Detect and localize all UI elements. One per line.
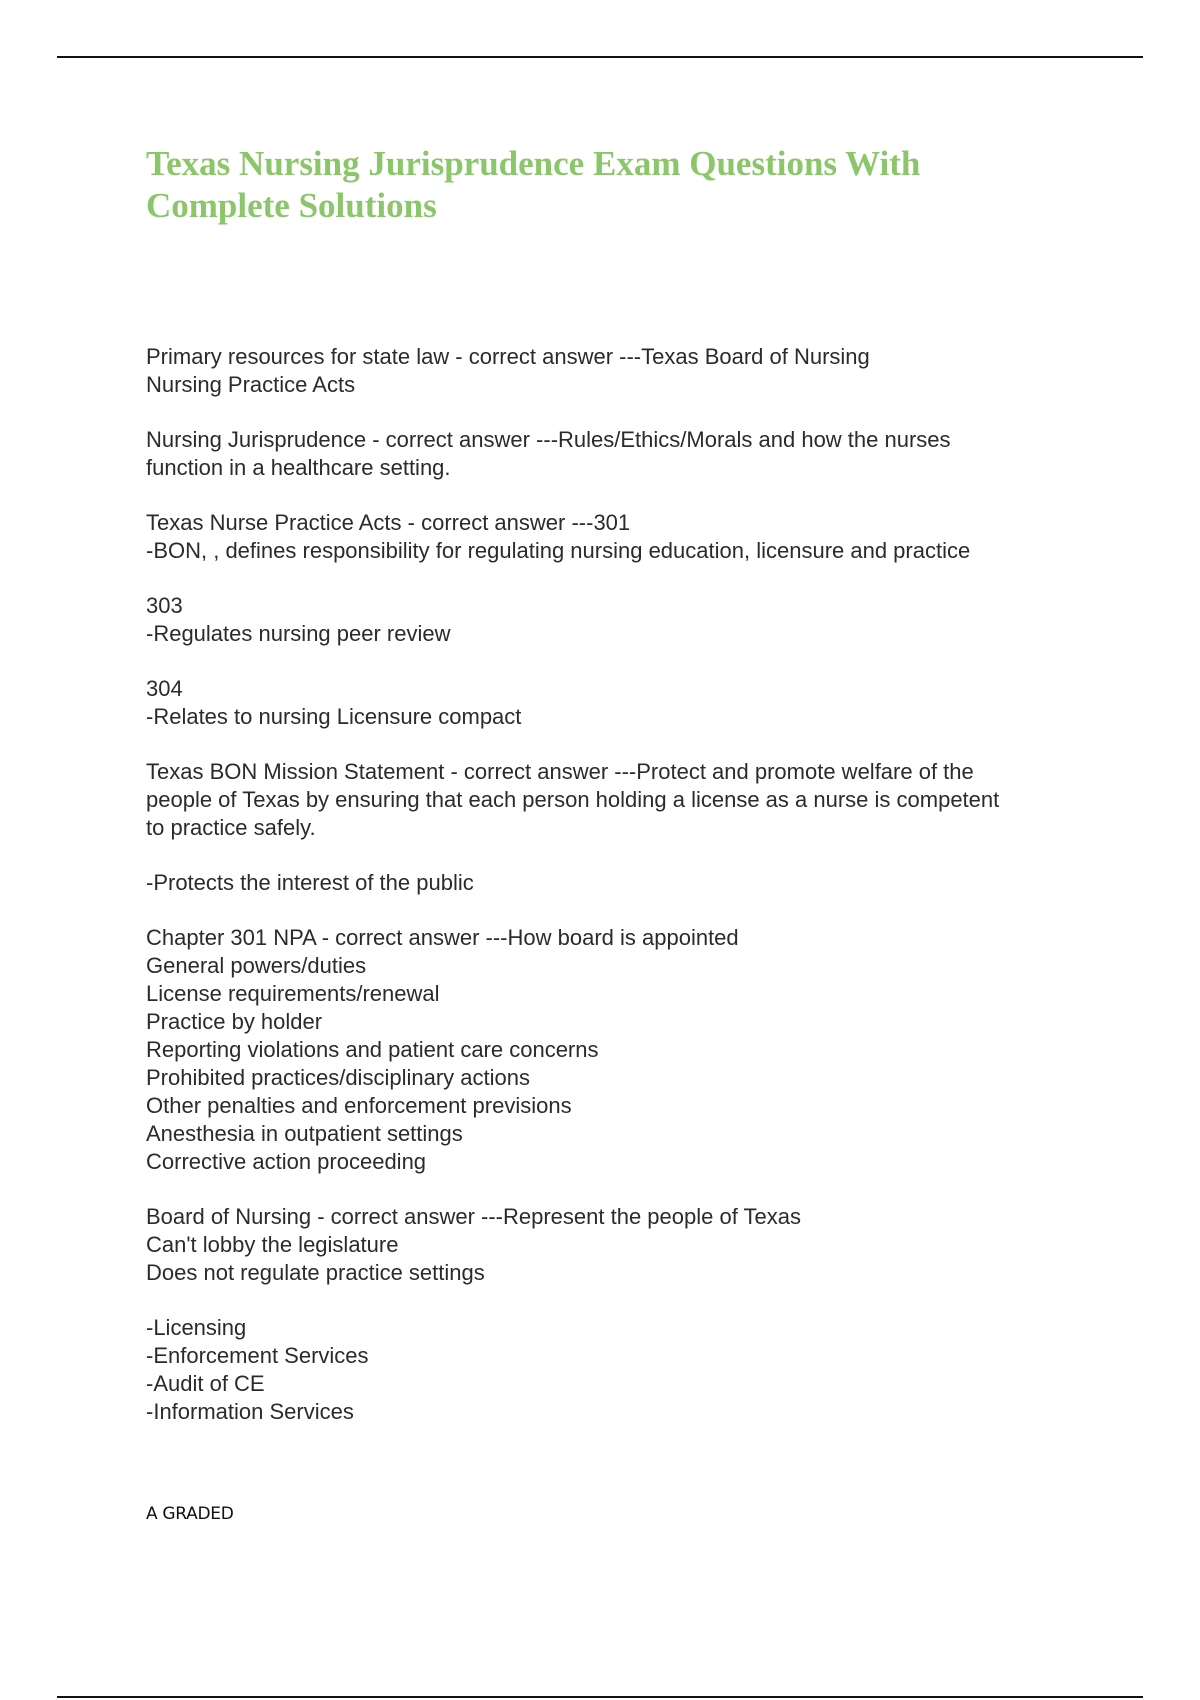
text-line: -Licensing <box>146 1315 247 1340</box>
title-line: Texas Nursing Jurisprudence Exam Questions With <box>146 144 921 183</box>
qa-block-nurse-practice-acts <box>146 509 1106 565</box>
top-rule <box>57 56 1143 58</box>
text-line: Corrective action proceeding <box>146 1149 427 1174</box>
text-line: -BON, , defines responsibility for regulating nursing education, licensure and practice <box>146 538 971 563</box>
qa-block-board-services <box>146 1314 1106 1426</box>
text-line: Nursing Jurisprudence - correct answer ---Rules/Ethics/Morals and how the nurses <box>146 427 951 452</box>
text-line: people of Texas by ensuring that each person holding a license as a nurse is competent <box>146 787 1000 812</box>
text-line: Can't lobby the legislature <box>146 1232 399 1257</box>
text-line: -Regulates nursing peer review <box>146 621 451 646</box>
text-line: Chapter 301 NPA - correct answer ---How board is appointed <box>146 925 739 950</box>
document-body <box>146 343 1106 1453</box>
bottom-rule <box>57 1696 1143 1698</box>
text-line: Texas Nurse Practice Acts - correct answer ---301 <box>146 510 631 535</box>
text-line: 304 <box>146 676 183 701</box>
text-line: Primary resources for state law - correct answer ---Texas Board of Nursing <box>146 344 870 369</box>
text-line: -Protects the interest of the public <box>146 870 474 895</box>
qa-block-nursing-jurisprudence <box>146 426 1106 482</box>
text-line: Other penalties and enforcement previsions <box>146 1093 572 1118</box>
text-line: 303 <box>146 593 183 618</box>
text-line: Board of Nursing - correct answer ---Represent the people of Texas <box>146 1204 802 1229</box>
text-line: Does not regulate practice settings <box>146 1260 485 1285</box>
qa-block-board-of-nursing <box>146 1203 1106 1287</box>
title-line: Complete Solutions <box>146 186 437 225</box>
text-line: -Information Services <box>146 1399 354 1424</box>
qa-block-304 <box>146 675 1106 731</box>
text-line: Reporting violations and patient care concerns <box>146 1037 599 1062</box>
document-title <box>146 143 1046 227</box>
qa-block-mission-statement <box>146 758 1106 842</box>
text-line: Anesthesia in outpatient settings <box>146 1121 463 1146</box>
text-line: General powers/duties <box>146 953 367 978</box>
qa-block-303 <box>146 592 1106 648</box>
qa-block-chapter-301 <box>146 924 1106 1176</box>
text-line: -Audit of CE <box>146 1371 265 1396</box>
text-line: -Relates to nursing Licensure compact <box>146 704 522 729</box>
text-line: Practice by holder <box>146 1009 323 1034</box>
text-line: Texas BON Mission Statement - correct answer ---Protect and promote welfare of the <box>146 759 974 784</box>
text-line: Nursing Practice Acts <box>146 372 356 397</box>
grade-label: A GRADED <box>146 1504 234 1524</box>
text-line: License requirements/renewal <box>146 981 440 1006</box>
text-line: function in a healthcare setting. <box>146 455 451 480</box>
text-line: to practice safely. <box>146 815 316 840</box>
qa-block-primary-resources <box>146 343 1106 399</box>
text-line: Prohibited practices/disciplinary actions <box>146 1065 530 1090</box>
qa-block-protects-public <box>146 869 1106 897</box>
text-line: -Enforcement Services <box>146 1343 369 1368</box>
